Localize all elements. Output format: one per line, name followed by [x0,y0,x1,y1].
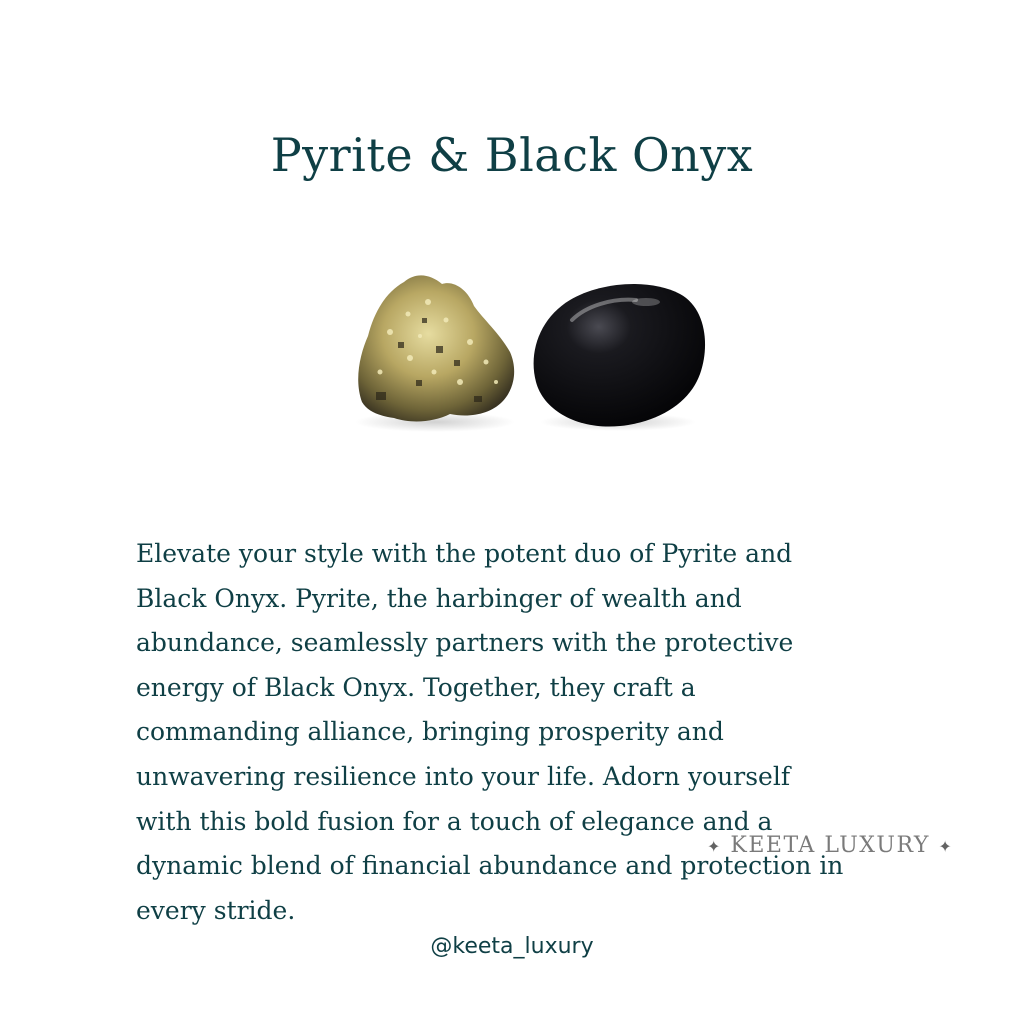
stones-image [350,262,720,442]
social-handle: @keeta_luxury [430,934,594,959]
description-line: unwavering resilience into your life. Adorn yourself [136,761,791,791]
black-onyx-stone [534,284,705,431]
description-line: with this bold fusion for a touch of elegance and a [136,806,773,836]
description-line: dynamic blend of financial abundance and protection in [136,851,844,881]
description-line: energy of Black Onyx. Together, they craft a [136,672,696,702]
page-title: Pyrite & Black Onyx [270,128,754,182]
watermark [707,833,953,858]
sparkle-icon: ✦ [938,837,954,856]
description-line: Black Onyx. Pyrite, the harbinger of wealth and [136,583,742,613]
pyrite-stone [355,275,515,432]
description-line: Elevate your style with the potent duo of Pyrite and [136,539,793,568]
sparkle-icon: ✦ [707,837,722,856]
description-line: every stride. [136,895,296,925]
description-line: commanding alliance, bringing prosperity and [136,717,724,747]
description-paragraph [136,532,906,933]
description-line: abundance, seamlessly partners with the protective [136,628,794,658]
watermark-text: KEETA LUXURY [730,833,930,858]
